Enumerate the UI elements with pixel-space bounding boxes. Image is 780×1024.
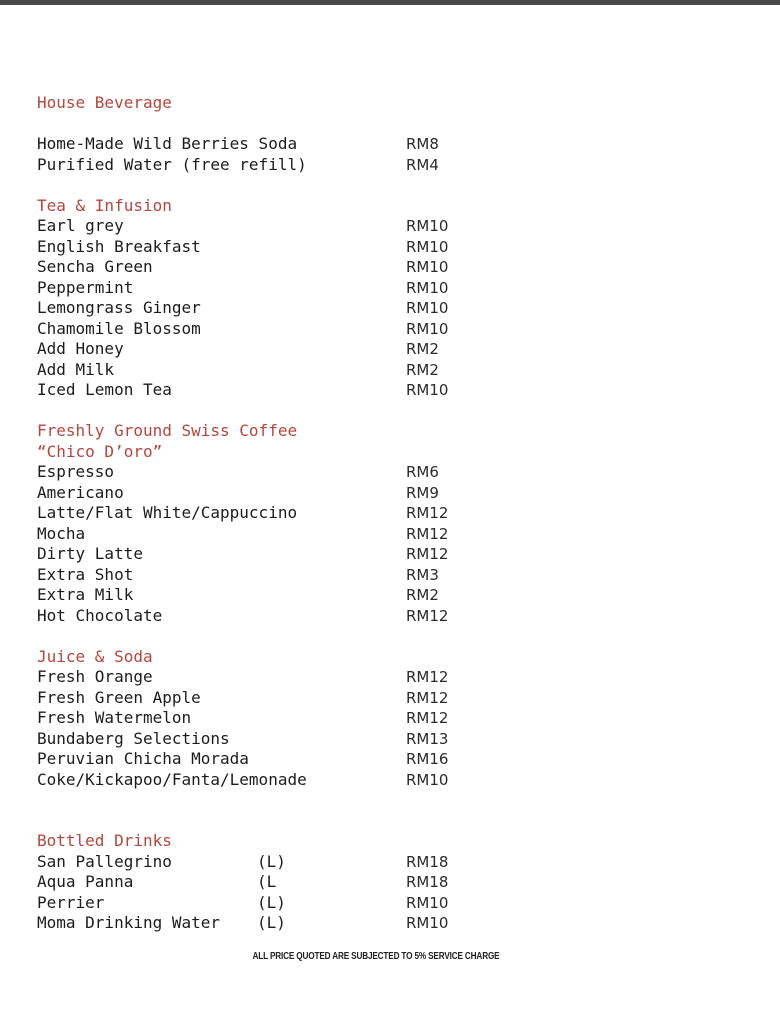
item-name: Perrier — [37, 892, 105, 912]
menu-item — [37, 257, 737, 278]
menu-item — [37, 544, 737, 565]
item-price: RM10 — [406, 770, 449, 789]
item-price: RM10 — [406, 237, 449, 256]
item-name: Sencha Green — [37, 257, 153, 276]
item-name: Espresso — [37, 462, 115, 481]
item-name: Chamomile Blossom — [37, 318, 201, 338]
menu-item — [37, 524, 737, 545]
item-price: RM12 — [406, 606, 449, 625]
item-price: RM10 — [406, 319, 449, 338]
item-name: Extra Milk — [37, 585, 134, 604]
menu-item — [37, 872, 737, 893]
menu-item — [37, 688, 737, 709]
menu-item — [37, 339, 737, 360]
item-price: RM12 — [406, 504, 449, 522]
item-name: Earl grey — [37, 216, 124, 235]
item-price: RM18 — [406, 873, 449, 891]
menu-item — [37, 278, 737, 299]
item-name: Fresh Green Apple — [37, 687, 201, 707]
item-size-note: (L) — [257, 851, 286, 871]
item-price: RM4 — [406, 155, 439, 174]
item-name: Dirty Latte — [37, 544, 143, 563]
item-price: RM12 — [406, 545, 449, 563]
section-title-coffee: Freshly Ground Swiss Coffee — [37, 421, 298, 440]
item-price: RM10 — [406, 914, 449, 932]
menu-item — [37, 565, 737, 586]
menu-item — [37, 729, 737, 750]
item-price: RM10 — [406, 893, 449, 912]
top-border — [0, 0, 780, 5]
item-price: RM6 — [406, 463, 439, 481]
section-title-house-beverage: House Beverage — [37, 93, 172, 112]
item-price: RM12 — [406, 688, 449, 707]
item-name: Americano — [37, 482, 124, 502]
item-price: RM16 — [406, 750, 449, 768]
item-price: RM13 — [406, 729, 449, 748]
item-name: English Breakfast — [37, 236, 201, 256]
menu-item — [37, 237, 737, 258]
item-size-note: (L — [257, 872, 277, 891]
item-name: Iced Lemon Tea — [37, 380, 172, 399]
item-name: Peppermint — [37, 277, 134, 297]
item-price: RM10 — [406, 381, 449, 399]
item-price: RM9 — [406, 483, 439, 502]
menu-item — [37, 503, 737, 524]
item-name: Add Milk — [37, 359, 115, 379]
item-price: RM12 — [406, 668, 449, 686]
service-charge-note: ALL PRICE QUOTED ARE SUBJECTED TO 5% SERVICE CHARGE — [252, 951, 500, 962]
item-name: Add Honey — [37, 339, 124, 358]
section-title-bottled-drinks: Bottled Drinks — [37, 831, 172, 850]
item-name: Lemongrass Ginger — [37, 298, 201, 317]
item-price: RM10 — [406, 299, 449, 317]
menu-item — [37, 852, 737, 873]
item-price: RM2 — [406, 340, 439, 358]
section-title-juice-soda: Juice & Soda — [37, 646, 153, 666]
item-name: Home-Made Wild Berries Soda — [37, 134, 298, 153]
menu-item — [37, 770, 737, 791]
menu-item — [37, 155, 737, 176]
menu-item — [37, 913, 737, 934]
item-name: Fresh Watermelon — [37, 708, 192, 727]
menu-item — [37, 462, 737, 483]
menu-item — [37, 708, 737, 729]
section-subtitle-coffee: “Chico D’oro” — [37, 441, 163, 461]
menu-item — [37, 319, 737, 340]
menu-item — [37, 483, 737, 504]
item-name: San Pallegrino — [37, 851, 172, 871]
menu-item — [37, 298, 737, 319]
item-price: RM10 — [406, 258, 449, 276]
item-name: Extra Shot — [37, 564, 134, 584]
item-name: Aqua Panna — [37, 872, 134, 891]
item-name: Moma Drinking Water — [37, 913, 221, 932]
menu-item — [37, 667, 737, 688]
item-name: Hot Chocolate — [37, 605, 163, 625]
section-title-tea-infusion: Tea & Infusion — [37, 195, 172, 215]
item-price: RM10 — [406, 278, 449, 297]
item-price: RM8 — [406, 135, 439, 153]
item-name: Mocha — [37, 523, 86, 543]
menu-item — [37, 134, 737, 155]
menu-item — [37, 585, 737, 606]
menu-item — [37, 380, 737, 401]
beverage-menu — [37, 93, 737, 934]
item-name: Bundaberg Selections — [37, 728, 230, 748]
menu-item — [37, 606, 737, 627]
item-price: RM12 — [406, 709, 449, 727]
item-price: RM10 — [406, 217, 449, 235]
menu-item — [37, 749, 737, 770]
item-size-note: (L) — [257, 913, 286, 932]
item-size-note: (L) — [257, 892, 286, 912]
menu-item — [37, 216, 737, 237]
item-name: Latte/Flat White/Cappuccino — [37, 503, 298, 522]
item-price: RM2 — [406, 360, 439, 379]
item-price: RM2 — [406, 586, 439, 604]
item-name: Fresh Orange — [37, 667, 153, 686]
item-price: RM3 — [406, 565, 439, 584]
item-name: Purified Water (free refill) — [37, 154, 307, 174]
item-price: RM18 — [406, 852, 449, 871]
menu-item — [37, 360, 737, 381]
menu-item — [37, 893, 737, 914]
item-name: Coke/Kickapoo/Fanta/Lemonade — [37, 769, 307, 789]
item-price: RM12 — [406, 524, 449, 543]
item-name: Peruvian Chicha Morada — [37, 749, 249, 768]
